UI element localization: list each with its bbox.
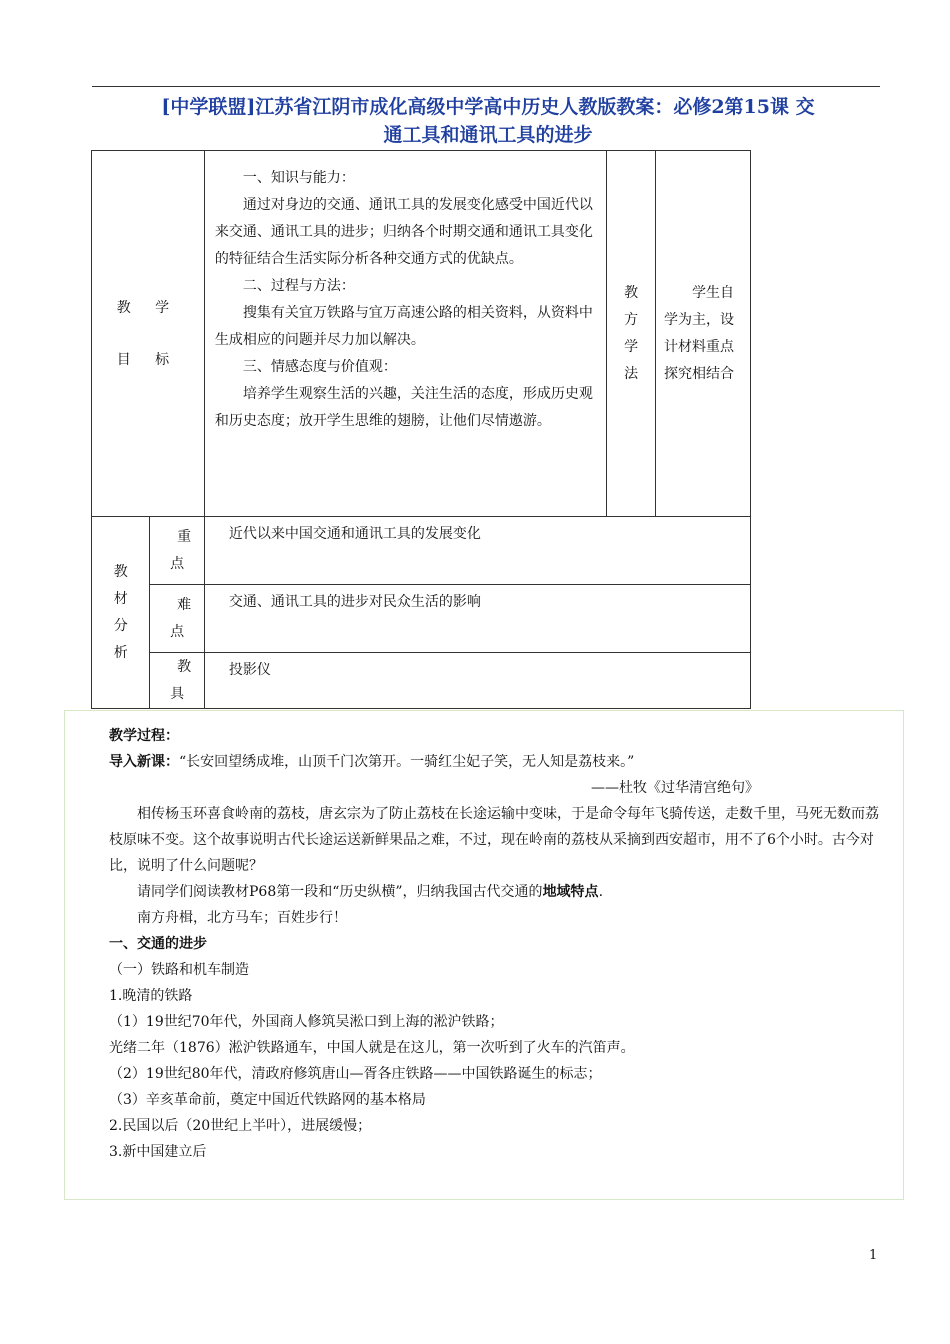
- paragraph: 南方舟楫，北方马车；百姓步行！: [137, 910, 347, 926]
- poem-source: ——杜牧《过华清宫绝句》: [591, 780, 759, 796]
- teaching-goal-content: [204, 151, 606, 517]
- key-point-content: 近代以来中国交通和通讯工具的发展变化: [204, 517, 750, 585]
- difficulty-content: 交通、通讯工具的进步对民众生活的影响: [204, 585, 750, 653]
- material-analysis-label: 教材分析: [92, 517, 150, 709]
- list-item: 1.晚清的铁路: [109, 988, 193, 1004]
- document-title: [88, 93, 888, 149]
- key-point-label: 重点: [150, 517, 204, 585]
- teaching-method-label: 教方学法: [607, 151, 656, 517]
- header-rule: [92, 86, 880, 87]
- teaching-goal-label: 教 学 目 标: [92, 151, 205, 517]
- lesson-plan-table: [91, 150, 751, 709]
- goal-line: 通过对身边的交通、通讯工具的发展变化感受中国近代以来交通、通讯工具的进步；归纳各个时期交通和通讯工具变化的特征结合生活实际分析各种交通方式的优缺点。: [214, 197, 593, 267]
- regional-features-highlight: 地域特点: [542, 884, 599, 900]
- teaching-method-content: 学生自学为主，设计材料重点探究相结合: [656, 151, 751, 517]
- list-item: 2.民国以后（20世纪上半叶），进展缓慢；: [109, 1118, 372, 1134]
- teaching-aids-label: 教具: [150, 653, 204, 709]
- intro-label: 导入新课：: [109, 754, 179, 770]
- intro-poem: “长安回望绣成堆，山顶千门次第开。一骑红尘妃子笑，无人知是荔枝来。”: [179, 754, 635, 770]
- list-note: 光绪二年（1876）淞沪铁路通车，中国人就是在这儿，第一次听到了火车的汽笛声。: [109, 1040, 635, 1056]
- process-heading: 教学过程：: [109, 728, 179, 744]
- paragraph: 相传杨玉环喜食岭南的荔枝，唐玄宗为了防止荔枝在长途运输中变味，于是命令每年飞骑传送，走数千里，马死无数而荔枝原味不变。这个故事说明古代长途运送新鲜果品之难，不过，现在岭南的荔枝从采摘到西安超市，用不了6个小时。古今对比，说明了什么问题呢？: [109, 806, 879, 874]
- list-item: （3）辛亥革命前，奠定中国近代铁路网的基本格局: [109, 1092, 426, 1108]
- intro-line: [109, 749, 889, 775]
- reading-instruction: 请同学们阅读教材P68第一段和“历史纵横”，归纳我国古代交通的地域特点.: [137, 884, 604, 900]
- list-item: 3.新中国建立后: [109, 1144, 207, 1160]
- list-item: （2）19世纪80年代，清政府修筑唐山—胥各庄铁路——中国铁路诞生的标志；: [109, 1066, 602, 1082]
- difficulty-label: 难点: [150, 585, 204, 653]
- goal-line: 二、过程与方法：: [242, 278, 355, 294]
- teaching-aids-content: 投影仪: [204, 653, 750, 709]
- subsection-heading: （一）铁路和机车制造: [109, 962, 249, 978]
- goal-line: 培养学生观察生活的兴趣，关注生活的态度，形成历史观和历史态度；放开学生思维的翅膀，让他们尽情遨游。: [214, 386, 593, 429]
- page-number: 1: [869, 1248, 878, 1263]
- title-line-1: [中学联盟]江苏省江阴市成化高级中学高中历史人教版教案：必修2第15课 交: [161, 96, 815, 118]
- goal-line: 三、情感态度与价值观：: [242, 359, 397, 375]
- goal-line: 一、知识与能力：: [242, 170, 355, 186]
- section-heading: 一、交通的进步: [109, 936, 207, 952]
- goal-line: 搜集有关宜万铁路与宜万高速公路的相关资料，从资料中生成相应的问题并尽力加以解决。: [214, 305, 593, 348]
- title-line-2: 通工具和通讯工具的进步: [383, 124, 593, 146]
- list-item: （1）19世纪70年代，外国商人修筑吴淞口到上海的淞沪铁路；: [109, 1014, 504, 1030]
- teaching-process-box: [64, 710, 904, 1200]
